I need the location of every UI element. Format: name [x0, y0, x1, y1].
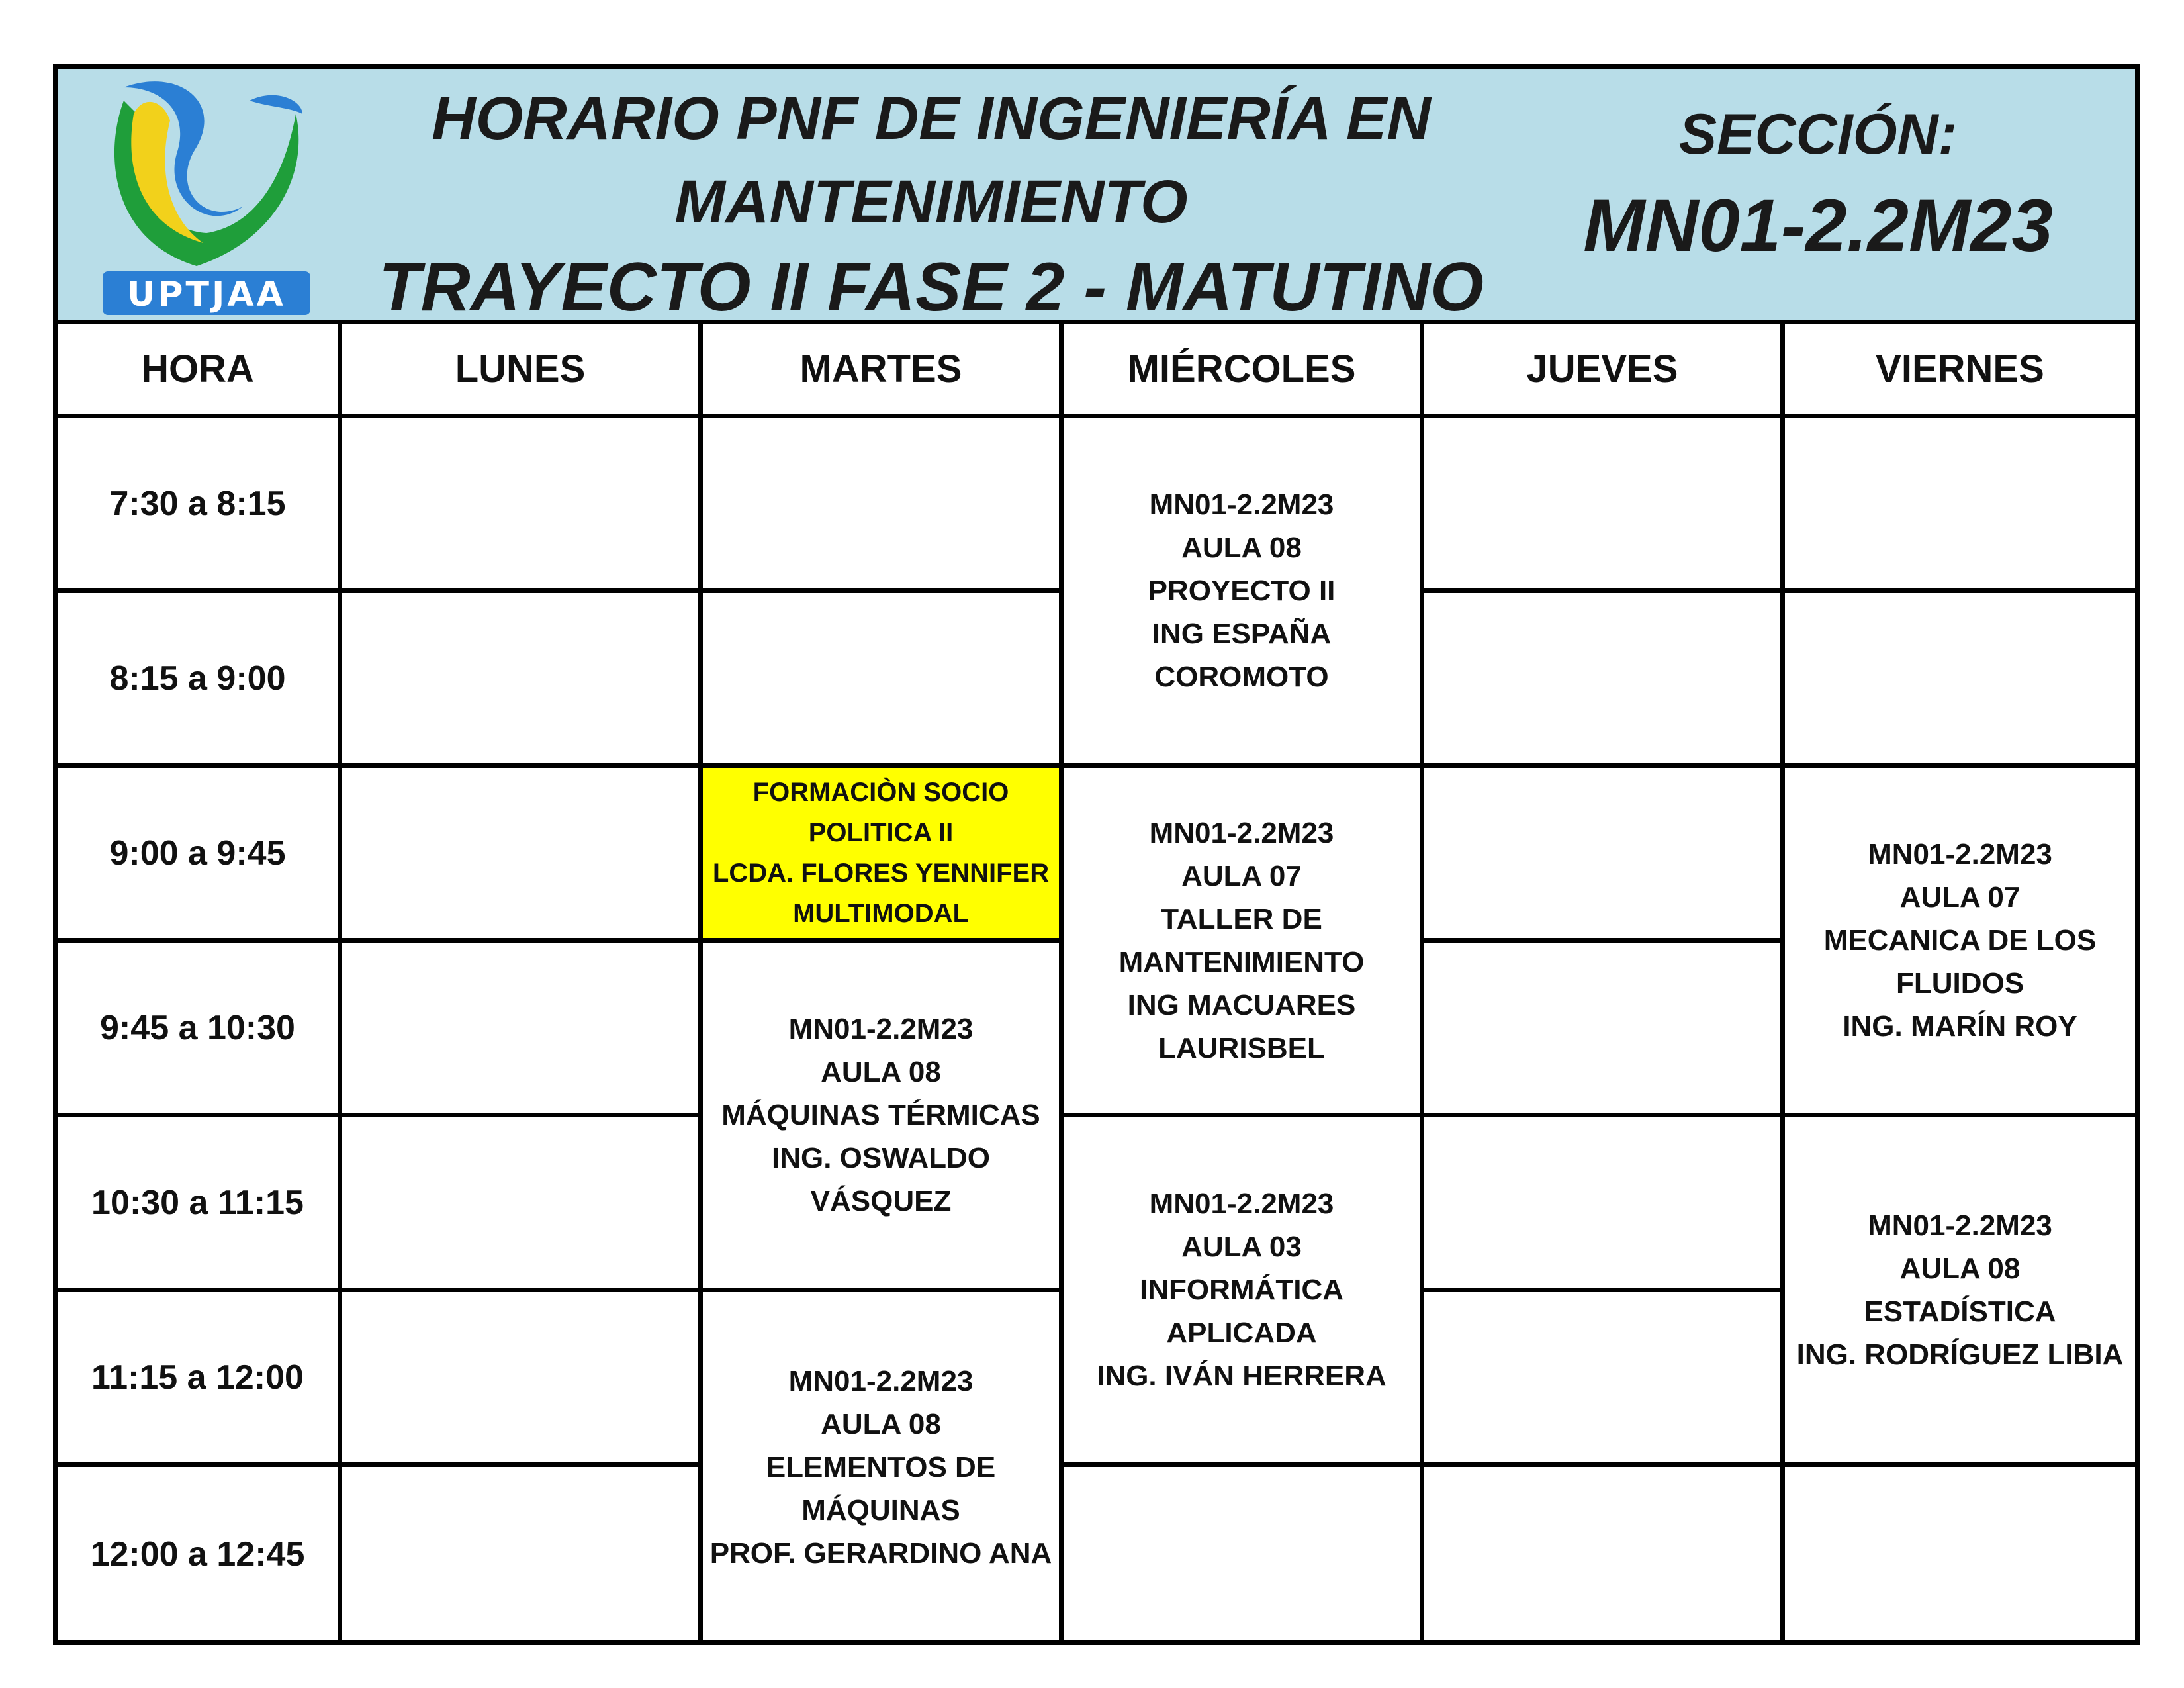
class-line: ESTADÍSTICA [1864, 1295, 2056, 1328]
column-header-martes: MARTES [703, 324, 1064, 418]
class-line: MN01-2.2M23 [788, 1364, 974, 1397]
empty-cell [342, 593, 703, 768]
class-elementos-de-maquinas [703, 1292, 1064, 1642]
schedule-header [58, 69, 2135, 324]
class-line: VÁSQUEZ [810, 1185, 952, 1217]
column-header-lunes: LUNES [342, 324, 703, 418]
empty-cell [1424, 1292, 1785, 1467]
empty-cell [1785, 593, 2135, 768]
class-line: POLITICA II [808, 818, 954, 847]
empty-cell [342, 1117, 703, 1292]
column-header-miercoles: MIÉRCOLES [1064, 324, 1424, 418]
time-slot: 12:00 a 12:45 [58, 1467, 342, 1642]
uptjaa-logo [97, 74, 316, 319]
class-formacion-socio-politica [703, 768, 1064, 943]
page-title [336, 77, 1527, 331]
time-slot: 9:45 a 10:30 [58, 943, 342, 1117]
class-line: MN01-2.2M23 [1149, 489, 1334, 521]
class-informatica-aplicada [1064, 1117, 1424, 1467]
class-line: MN01-2.2M23 [1868, 838, 2052, 870]
class-line: ING ESPAÑA [1152, 618, 1332, 650]
class-line: LAURISBEL [1158, 1031, 1325, 1064]
class-line: MÁQUINAS TÉRMICAS [721, 1099, 1040, 1131]
class-line: MN01-2.2M23 [1868, 1209, 2052, 1242]
class-line: AULA 08 [1899, 1252, 2021, 1285]
class-line: COROMOTO [1154, 661, 1329, 693]
class-line: MN01-2.2M23 [1149, 816, 1334, 849]
class-line: AULA 07 [1899, 881, 2021, 914]
time-slot: 9:00 a 9:45 [58, 768, 342, 943]
column-header-hora: HORA [58, 324, 342, 418]
class-line: ING MACUARES [1127, 988, 1356, 1021]
empty-cell [1424, 593, 1785, 768]
class-line: PROF. GERARDINO ANA [709, 1536, 1052, 1570]
class-line: AULA 03 [1181, 1231, 1302, 1263]
empty-cell [703, 418, 1064, 593]
time-slot: 10:30 a 11:15 [58, 1117, 342, 1292]
class-line: LCDA. FLORES YENNIFER [712, 858, 1050, 888]
class-line: FORMACIÒN SOCIO [752, 777, 1009, 807]
time-slot: 8:15 a 9:00 [58, 593, 342, 768]
class-line: MN01-2.2M23 [1149, 1188, 1334, 1220]
class-line: AULA 07 [1181, 859, 1302, 892]
title-line-1: HORARIO PNF DE INGENIERÍA EN [432, 85, 1431, 152]
empty-cell [1064, 1467, 1424, 1642]
empty-cell [342, 1467, 703, 1642]
class-line: MN01-2.2M23 [788, 1013, 974, 1045]
class-line: AULA 08 [821, 1056, 941, 1088]
class-estadistica [1785, 1117, 2135, 1467]
class-line: ING. IVÁN HERRERA [1097, 1360, 1387, 1392]
class-line: ING. MARÍN ROY [1843, 1010, 2077, 1043]
time-slot: 11:15 a 12:00 [58, 1292, 342, 1467]
class-line: ELEMENTOS DE [766, 1450, 996, 1483]
class-line: MANTENIMIENTO [1118, 945, 1365, 978]
time-slot: 7:30 a 8:15 [58, 418, 342, 593]
class-line: ING. OSWALDO [772, 1142, 990, 1174]
class-line: MECANICA DE LOS [1823, 924, 2097, 957]
class-line: INFORMÁTICA APLICADA [1140, 1274, 1343, 1349]
class-line: MULTIMODAL [793, 898, 969, 928]
empty-cell [342, 418, 703, 593]
column-header-viernes: VIERNES [1785, 324, 2135, 418]
empty-cell [1424, 418, 1785, 593]
schedule-sheet [53, 64, 2140, 1645]
column-header-jueves: JUEVES [1424, 324, 1785, 418]
schedule-grid [58, 324, 2135, 1640]
empty-cell [1424, 1467, 1785, 1642]
empty-cell [342, 768, 703, 943]
section-code: MN01-2.2M23 [1583, 184, 2053, 267]
class-line: ING. RODRÍGUEZ LIBIA [1796, 1338, 2124, 1371]
empty-cell [1424, 1117, 1785, 1292]
empty-cell [1424, 768, 1785, 943]
class-line: MÁQUINAS [801, 1493, 960, 1526]
class-taller-de-mantenimiento [1064, 768, 1424, 1117]
class-line: AULA 08 [821, 1407, 941, 1440]
title-line-3: TRAYECTO II FASE 2 - MATUTINO [379, 249, 1484, 326]
empty-cell [1785, 418, 2135, 593]
class-line: AULA 08 [1181, 532, 1302, 564]
empty-cell [1785, 1467, 2135, 1642]
empty-cell [703, 593, 1064, 768]
class-maquinas-termicas [703, 943, 1064, 1292]
empty-cell [1424, 943, 1785, 1117]
title-line-2: MANTENIMIENTO [674, 168, 1188, 236]
logo-text: UPTJAA [127, 275, 286, 314]
empty-cell [342, 1292, 703, 1467]
class-line: FLUIDOS [1895, 967, 2025, 1000]
class-line: TALLER DE [1161, 902, 1322, 935]
class-line: PROYECTO II [1148, 575, 1336, 607]
section-label: SECCIÓN: [1678, 103, 1958, 166]
empty-cell [342, 943, 703, 1117]
class-mecanica-de-los-fluidos [1785, 768, 2135, 1117]
class-proyecto-ii [1064, 418, 1424, 768]
